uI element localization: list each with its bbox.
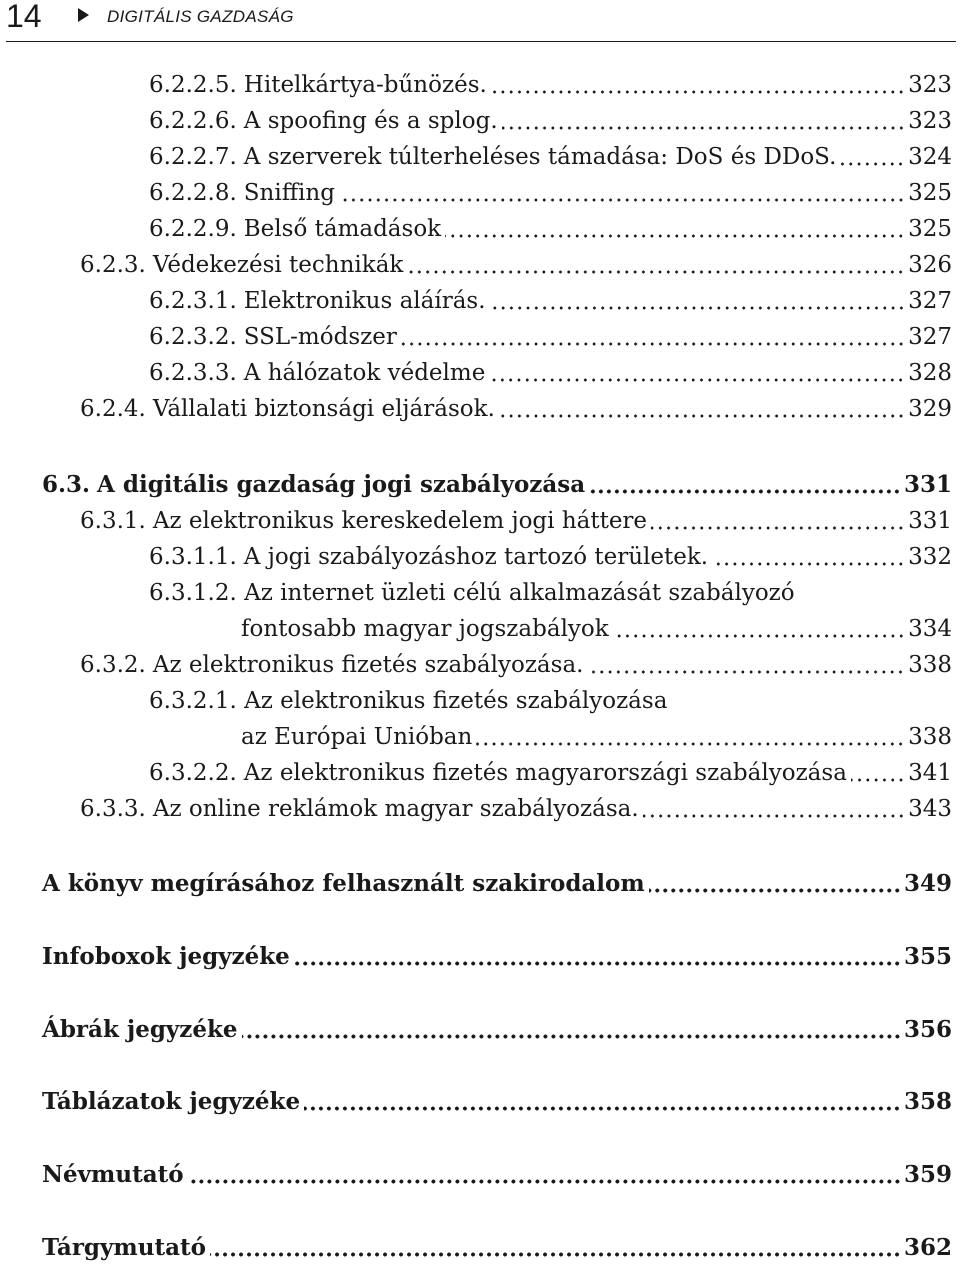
toc-entry-page: 324 — [908, 144, 952, 170]
toc-entry-number: 6.3.2.1. — [149, 688, 237, 714]
toc-entry-number: 6.2.3. — [80, 252, 146, 278]
toc-entry-page: 341 — [908, 760, 952, 786]
toc-entry-number: 6.2.2.8. — [149, 180, 237, 206]
toc-chapter-entry[interactable] — [42, 1233, 952, 1263]
toc-entry[interactable] — [149, 286, 952, 316]
dot-leader — [643, 814, 905, 818]
running-section-title: DIGITÁLIS GAZDASÁG — [107, 7, 294, 26]
toc-entry[interactable] — [149, 214, 952, 244]
toc-chapter-entry[interactable] — [42, 470, 952, 500]
dot-leader — [294, 961, 901, 966]
toc-chapter-entry[interactable] — [42, 1087, 952, 1117]
toc-entry-page: 331 — [908, 508, 952, 534]
toc-entry-title: A jogi szabályozáshoz tartozó területek. — [243, 544, 709, 570]
toc-entry[interactable] — [149, 178, 952, 208]
toc-entry-title: Elektronikus aláírás. — [243, 288, 486, 314]
toc-entry-number: 6.2.3.2. — [149, 324, 237, 350]
toc-entry-page: 355 — [903, 943, 952, 970]
toc-entry-page: 358 — [903, 1088, 952, 1115]
toc-entry-number: 6.3.2.2. — [149, 760, 237, 786]
dot-leader — [242, 1034, 901, 1039]
toc-entry-number: 6.3. — [42, 471, 91, 498]
toc-entry-title: Az elektronikus fizetés szabályozása. — [152, 652, 584, 678]
dot-leader — [613, 634, 905, 638]
dot-leader — [712, 562, 905, 566]
dot-leader — [304, 1106, 901, 1111]
toc-entry-title: Infoboxok jegyzéke — [42, 943, 290, 970]
toc-entry-page: 334 — [908, 616, 952, 642]
dot-leader — [589, 489, 901, 494]
dot-leader — [491, 90, 905, 94]
dot-leader — [401, 342, 905, 346]
toc-chapter-entry[interactable] — [42, 1160, 952, 1190]
dot-leader — [339, 198, 905, 202]
toc-entry-title: SSL-módszer — [243, 324, 397, 350]
toc-entry-page: 327 — [908, 324, 952, 350]
toc-entry[interactable] — [149, 322, 952, 352]
dot-leader — [445, 234, 905, 238]
toc-entry-page: 343 — [908, 796, 952, 822]
dot-leader — [840, 162, 905, 166]
toc-entry-page: 359 — [903, 1161, 952, 1188]
toc-entry[interactable] — [241, 722, 952, 752]
toc-entry-title-cont: az Európai Unióban — [241, 724, 473, 750]
toc-entry-title: Táblázatok jegyzéke — [42, 1088, 301, 1115]
toc-entry-title: Az internet üzleti célú alkalmazását szabályozó — [244, 580, 795, 606]
toc-entry-number: 6.3.3. — [80, 796, 146, 822]
toc-entry-page: 325 — [908, 180, 952, 206]
dot-leader — [476, 742, 905, 746]
toc-entry[interactable] — [80, 250, 952, 280]
toc-entry[interactable] — [149, 358, 952, 388]
toc-entry-title: Az elektronikus kereskedelem jogi háttere — [152, 508, 648, 534]
toc-entry-number: 6.2.4. — [80, 396, 146, 422]
toc-entry-number: 6.3.1.2. — [149, 580, 237, 606]
toc-entry-title: Az elektronikus fizetés szabályozása — [244, 688, 668, 714]
toc-entry-page: 331 — [903, 471, 952, 498]
toc-entry-number: 6.2.3.1. — [149, 288, 237, 314]
toc-entry-title: Az online reklámok magyar szabályozása. — [152, 796, 639, 822]
toc-entry[interactable] — [149, 758, 952, 788]
toc-entry[interactable] — [80, 794, 952, 824]
dot-leader — [851, 778, 905, 782]
toc-entry-title: Ábrák jegyzéke — [42, 1016, 238, 1043]
toc-entry-page: 325 — [908, 216, 952, 242]
toc-chapter-entry[interactable] — [42, 1015, 952, 1045]
dot-leader — [490, 306, 906, 310]
toc-entry-page: 326 — [908, 252, 952, 278]
dot-leader — [499, 414, 905, 418]
toc-entry-page: 329 — [908, 396, 952, 422]
toc-entry-page: 323 — [908, 108, 952, 134]
toc-entry-title-cont: fontosabb magyar jogszabályok — [241, 616, 609, 642]
toc-entry-page: 332 — [908, 544, 952, 570]
toc-entry[interactable] — [149, 106, 952, 136]
toc-entry-title: Az elektronikus fizetés magyarországi szabályozása — [243, 760, 847, 786]
dot-leader — [651, 526, 905, 530]
toc-entry[interactable] — [149, 142, 952, 172]
toc-chapter-entry[interactable] — [42, 942, 952, 972]
toc-chapter-entry[interactable] — [42, 869, 952, 899]
toc-entry-title: A digitális gazdaság jogi szabályozása — [97, 471, 586, 498]
toc-entry-page: 327 — [908, 288, 952, 314]
toc-entry-title: Vállalati biztonsági eljárások. — [152, 396, 495, 422]
toc-entry-title: A hálózatok védelme — [243, 360, 486, 386]
toc-entry-title: A spoofing és a splog. — [243, 108, 498, 134]
toc-entry-number: 6.2.3.3. — [149, 360, 237, 386]
toc-entry[interactable] — [149, 542, 952, 572]
toc-entry-firstline[interactable] — [149, 578, 795, 608]
toc-entry-number: 6.2.2.9. — [149, 216, 237, 242]
toc-entry-number: 6.2.2.5. — [149, 72, 237, 98]
toc-entry-number: 6.3.2. — [80, 652, 146, 678]
toc-entry-title: Névmutató — [42, 1161, 184, 1188]
toc-entry-number: 6.3.1.1. — [149, 544, 237, 570]
toc-entry-page: 356 — [903, 1016, 952, 1043]
toc-entry-page: 328 — [908, 360, 952, 386]
dot-leader — [587, 670, 905, 674]
toc-entry[interactable] — [149, 70, 952, 100]
toc-entry-page: 338 — [908, 724, 952, 750]
dot-leader — [489, 378, 905, 382]
toc-entry-page: 323 — [908, 72, 952, 98]
toc-entry-number: 6.2.2.7. — [149, 144, 237, 170]
dot-leader — [649, 888, 901, 893]
toc-entry-title: Védekezési technikák — [152, 252, 404, 278]
toc-entry[interactable] — [241, 614, 952, 644]
dot-leader — [407, 270, 905, 274]
toc-entry-title: A könyv megírásához felhasznált szakirodalom — [42, 870, 645, 897]
toc-entry-title: A szerverek túlterheléses támadása: DoS és DDoS. — [243, 144, 837, 170]
toc-entry-page: 362 — [903, 1234, 952, 1261]
dot-leader — [210, 1252, 901, 1257]
dot-leader — [502, 126, 905, 130]
toc-entry-page: 349 — [903, 870, 952, 897]
page-number: 14 — [6, 0, 42, 34]
toc-entry[interactable] — [80, 506, 952, 536]
toc-entry[interactable] — [80, 650, 952, 680]
toc-entry-title: Sniffing — [243, 180, 335, 206]
toc-entry-page: 338 — [908, 652, 952, 678]
toc-entry-number: 6.3.1. — [80, 508, 146, 534]
toc-entry[interactable] — [80, 394, 952, 424]
toc-entry-number: 6.2.2.6. — [149, 108, 237, 134]
toc-entry-title: Tárgymutató — [42, 1234, 206, 1261]
toc-entry-firstline[interactable] — [149, 686, 667, 716]
toc-entry-title: Belső támadások — [243, 216, 442, 242]
dot-leader — [188, 1179, 901, 1184]
toc-entry-title: Hitelkártya-bűnözés. — [243, 72, 487, 98]
